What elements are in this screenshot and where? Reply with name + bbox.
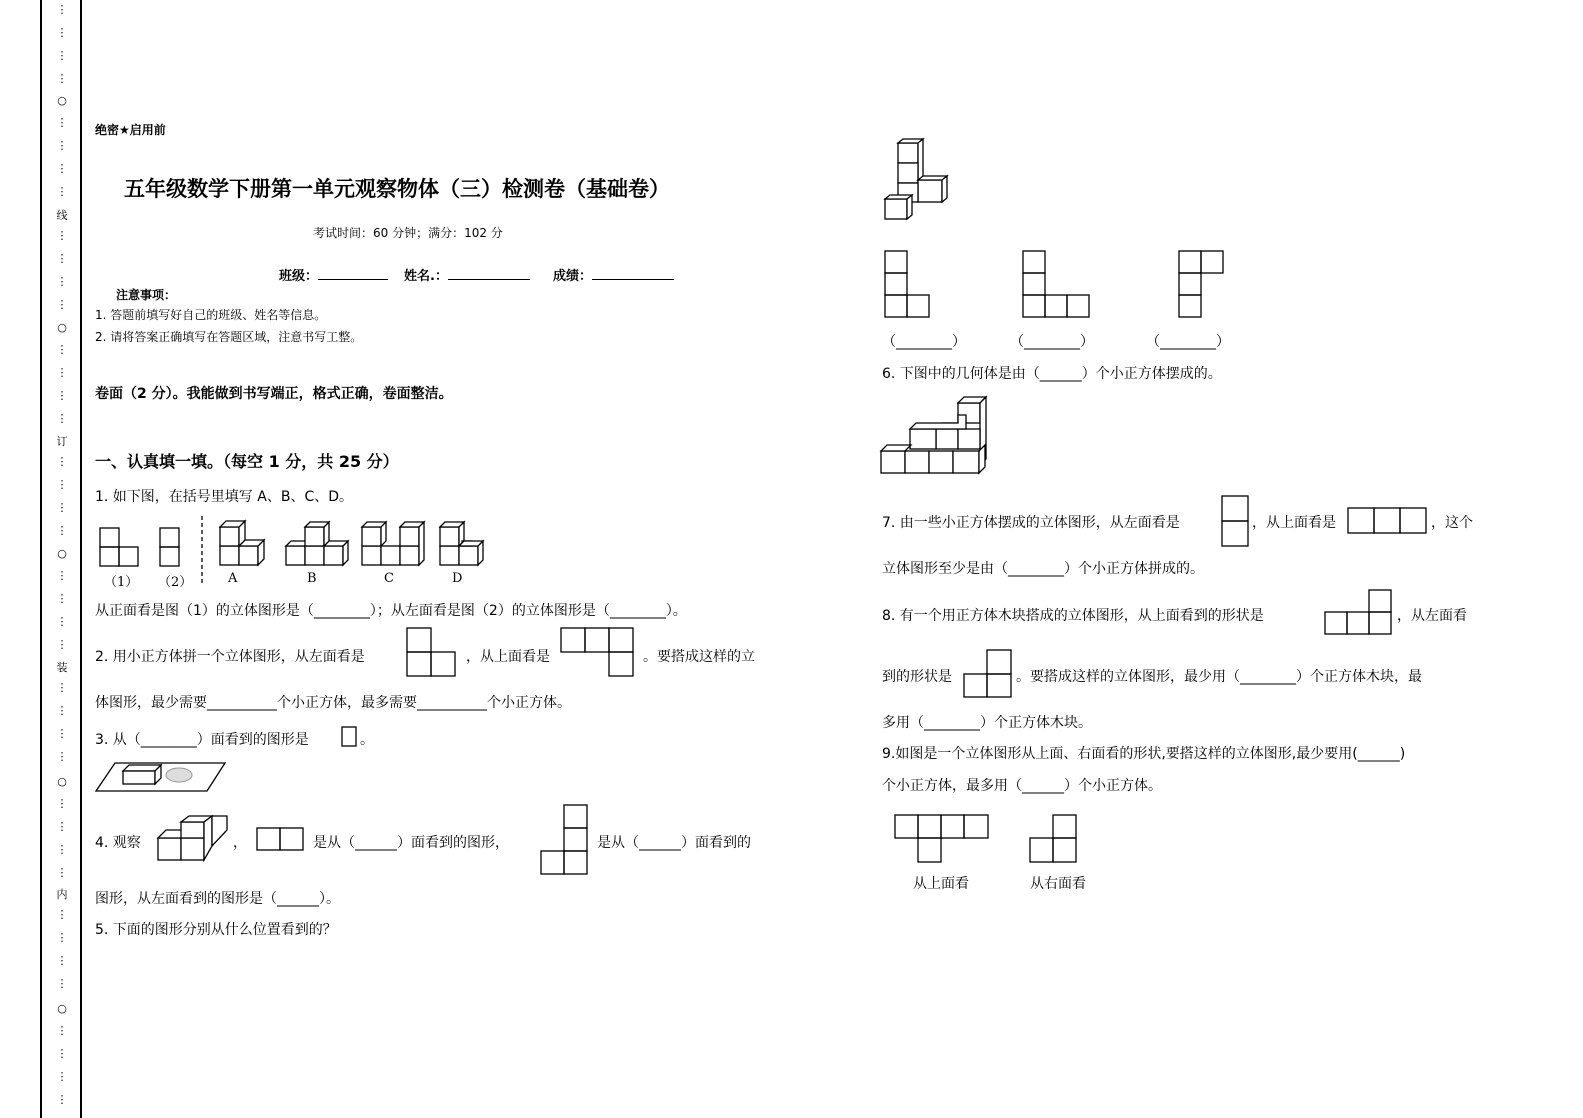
class-input[interactable] <box>318 265 388 280</box>
binding-circle-icon: ○ <box>57 94 67 107</box>
binding-dots: ⋮ <box>56 501 68 514</box>
q3-rect-view <box>341 726 359 748</box>
name-input[interactable] <box>448 265 530 280</box>
exam-info: 考试时间：60 分钟；满分：102 分 <box>313 226 503 240</box>
binding-dots: ⋮ <box>56 298 68 311</box>
binding-dots: ⋮ <box>56 1070 68 1083</box>
binding-dots: ⋮ <box>56 116 68 129</box>
section1-heading: 一、认真填一填。（每空 1 分，共 25 分） <box>95 452 399 471</box>
name-label: 姓名.： <box>404 269 448 284</box>
binding-dots: ⋮ <box>56 185 68 198</box>
binding-dots: ⋮ <box>56 843 68 856</box>
q8-line3: 多用（________）个正方体木块。 <box>882 715 1092 731</box>
score-field <box>553 265 674 284</box>
q3-part2: 。 <box>360 732 374 748</box>
q1-label-a: A <box>228 571 238 586</box>
binding-dots: ⋮ <box>56 412 68 425</box>
binding-circle-icon: ○ <box>57 321 67 334</box>
binding-dots: ⋮ <box>56 3 68 16</box>
binding-dots: ⋮ <box>56 820 68 833</box>
q4-solid <box>158 816 230 864</box>
q4-part3: 是从（______）面看到的图形， <box>313 835 509 851</box>
notes-heading: 注意事项： <box>116 288 177 302</box>
q8-left-view <box>963 649 1015 701</box>
q1-label-c: C <box>384 571 394 586</box>
binding-dots: ⋮ <box>56 638 68 651</box>
q5-blank-2[interactable]: （________） <box>1010 334 1094 350</box>
binding-circle-icon: ○ <box>57 1002 67 1015</box>
neatness-note: 卷面（2 分）。我能做到书写端正，格式正确，卷面整洁。 <box>95 386 453 402</box>
binding-dots: ⋮ <box>56 592 68 605</box>
q5-view-3 <box>1178 250 1228 320</box>
q1-text: 1. 如下图，在括号里填写 A、B、C、D。 <box>95 489 353 505</box>
q6-text: 6. 下图中的几何体是由（______）个小正方体摆成的。 <box>882 366 1222 382</box>
q6-stair-solid <box>880 393 992 483</box>
q8-line2b: 。要搭成这样的立体图形，最少用（________）个正方体木块，最 <box>1016 669 1422 685</box>
q7-part3: ，这个 <box>1431 515 1473 531</box>
binding-mark-char: 线 <box>56 209 68 222</box>
q5-blank-3[interactable]: （________） <box>1146 334 1230 350</box>
q9-top-view <box>894 814 994 866</box>
score-input[interactable] <box>592 265 674 280</box>
q1-divider <box>200 516 204 588</box>
q7-left-view <box>1221 495 1251 549</box>
score-label: 成绩： <box>553 269 593 284</box>
q4-front-view <box>257 827 307 853</box>
q2-line2: 体图形，最少需要__________个小正方体，最多需要__________个小正方体。 <box>95 695 571 711</box>
binding-mark-char: 内 <box>56 888 68 901</box>
q5-view-1 <box>884 250 934 320</box>
binding-dots: ⋮ <box>56 139 68 152</box>
q2-part3: 。要搭成这样的立 <box>643 649 755 665</box>
q2-top-view <box>561 628 637 680</box>
binding-dots: ⋮ <box>56 252 68 265</box>
q1-view-2 <box>160 528 182 568</box>
page-title: 五年级数学下册第一单元观察物体（三）检测卷（基础卷） <box>124 177 670 201</box>
binding-dots: ⋮ <box>56 704 68 717</box>
binding-dots: ⋮ <box>56 162 68 175</box>
binding-mark-char: 装 <box>56 661 68 674</box>
binding-dots: ⋮ <box>56 931 68 944</box>
binding-dots: ⋮ <box>56 343 68 356</box>
q4-part4: 是从（______）面看到的 <box>597 835 751 851</box>
class-label: 班级： <box>279 269 319 284</box>
binding-dots: ⋮ <box>56 1093 68 1106</box>
binding-dots: ⋮ <box>56 615 68 628</box>
binding-dots: ⋮ <box>56 727 68 740</box>
binding-dots: ⋮ <box>56 49 68 62</box>
class-field <box>279 265 388 284</box>
q1-view-1 <box>100 528 140 568</box>
q1-label-d: D <box>452 571 463 586</box>
q1-solid-d <box>440 524 485 569</box>
binding-circle-icon: ○ <box>57 775 67 788</box>
binding-dots: ⋮ <box>56 26 68 39</box>
q8-part2: ，从左面看 <box>1397 608 1467 624</box>
q9-line1: 9.如图是一个立体图形从上面、右面看的形状,要搭这样的立体图形,最少要用(______) <box>882 746 1406 762</box>
binding-dots: ⋮ <box>56 1047 68 1060</box>
q5-view-2 <box>1022 250 1092 320</box>
q4-part2: ， <box>233 835 247 851</box>
q3-part1: 3. 从（________）面看到的图形是 <box>95 732 309 748</box>
q8-part1: 8. 有一个用正方体木块搭成的立体图形，从上面看到的形状是 <box>882 608 1264 624</box>
binding-dots: ⋮ <box>56 908 68 921</box>
q8-top-view <box>1324 589 1394 637</box>
q4-part1: 4. 观察 <box>95 835 141 851</box>
binding-circle-icon: ○ <box>57 547 67 560</box>
binding-dots: ⋮ <box>56 389 68 402</box>
binding-dots: ⋮ <box>56 478 68 491</box>
notes-item-2: 2. 请将答案正确填写在答题区域，注意书写工整。 <box>95 330 363 344</box>
binding-dots: ⋮ <box>56 954 68 967</box>
binding-dots: ⋮ <box>56 750 68 763</box>
binding-dots: ⋮ <box>56 275 68 288</box>
binding-dots: ⋮ <box>56 524 68 537</box>
q7-part1: 7. 由一些小正方体摆成的立体图形，从左面看是 <box>882 515 1180 531</box>
q5-text: 5. 下面的图形分别从什么位置看到的？ <box>95 922 337 938</box>
binding-line-inner <box>80 0 82 1118</box>
binding-dots: ⋮ <box>56 1024 68 1037</box>
q1-label-1: （1） <box>104 575 139 590</box>
q9-line2: 个小正方体，最多用（______）个小正方体。 <box>882 778 1162 794</box>
binding-dots: ⋮ <box>56 455 68 468</box>
q9-label-top: 从上面看 <box>913 876 969 892</box>
binding-dots: ⋮ <box>56 977 68 990</box>
binding-dots: ⋮ <box>56 72 68 85</box>
name-field <box>404 265 530 284</box>
q2-left-view <box>407 628 459 680</box>
q1-solid-c <box>362 524 422 569</box>
q4-line2: 图形，从左面看到的图形是（______）。 <box>95 891 340 907</box>
q7-line2: 立体图形至少是由（________）个小正方体拼成的。 <box>882 561 1204 577</box>
binding-dots: ⋮ <box>56 229 68 242</box>
q1-solid-b <box>286 524 346 569</box>
q9-label-right: 从右面看 <box>1030 876 1086 892</box>
q4-side-view <box>541 804 591 876</box>
q7-top-view <box>1347 507 1429 537</box>
notes-item-1: 1. 答题前填写好自己的班级、姓名等信息。 <box>95 308 327 322</box>
secret-label: 绝密★启用前 <box>95 123 166 137</box>
q2-part1: 2. 用小正方体拼一个立体图形，从左面看是 <box>95 649 365 665</box>
q1-answer-line: 从正面看是图（1）的立体图形是（________）；从左面看是图（2）的立体图形是（________）。 <box>95 603 687 619</box>
binding-line-outer <box>40 0 42 1118</box>
q8-line2a: 到的形状是 <box>882 669 952 685</box>
q5-blank-1[interactable]: （________） <box>882 334 966 350</box>
q1-solid-a <box>220 524 265 569</box>
binding-dots: ⋮ <box>56 681 68 694</box>
q1-label-2: （2） <box>158 575 193 590</box>
binding-dots: ⋮ <box>56 366 68 379</box>
binding-mark-char: 订 <box>56 435 68 448</box>
q3-scene <box>95 762 229 794</box>
binding-dots: ⋮ <box>56 797 68 810</box>
q9-right-view <box>1029 814 1081 866</box>
q5-solid <box>884 136 952 222</box>
q7-part2: ，从上面看是 <box>1252 515 1336 531</box>
q2-part2: ，从上面看是 <box>466 649 550 665</box>
binding-dots: ⋮ <box>56 866 68 879</box>
binding-dots: ⋮ <box>56 569 68 582</box>
q1-label-b: B <box>307 571 317 586</box>
